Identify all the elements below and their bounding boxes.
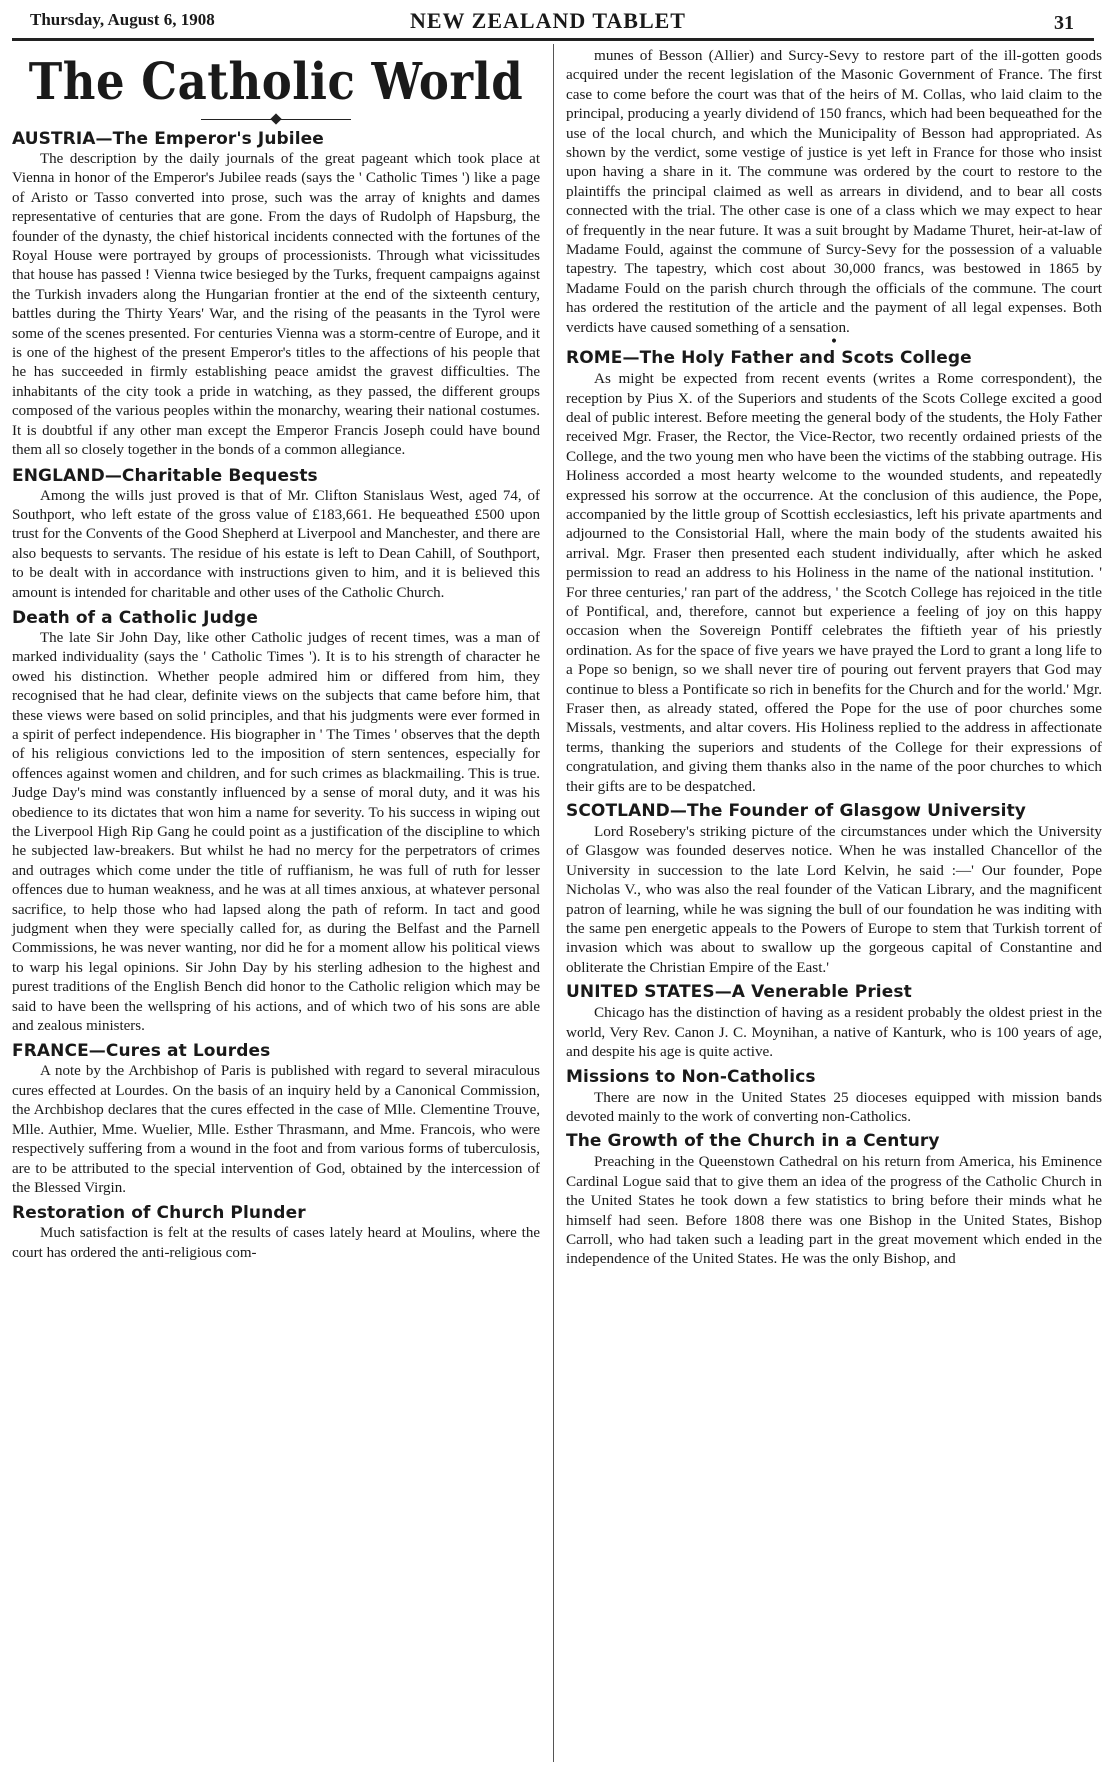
article-heading: UNITED STATES—A Venerable Priest bbox=[566, 982, 912, 1003]
article-heading: The Growth of the Church in a Century bbox=[566, 1131, 940, 1152]
article-body: Lord Rosebery's striking picture of the circumstances under which the University of Glasgow was founded deserves notice. When he was installed Chancellor of the University in succession to the late Lord Kelvin, he said :—' Our founder, Pope Nicholas V., who was also the real founder of the Vatican Library, and the magnificent patron of learning, while he was signing the bull of our foundation he was inditing with the same pen energetic appeals to the Powers of Europe to stem that Turkish torrent of invasion which was about to swallow up the gorgeous capital of Constantine and obliterate the Christian Empire of the East.' bbox=[566, 823, 1102, 976]
diamond-ornament-icon bbox=[270, 113, 281, 124]
article-heading: Missions to Non-Catholics bbox=[566, 1066, 816, 1087]
article-body: As might be expected from recent events (writes a Rome correspondent), the reception by Pius X. of the Superiors and students of the Scots College excited a good deal of public interest. Before meeting the general body of the students, the Holy Father received Mgr. Fraser, the Rector, the Vice-Rector, two recently ordained priests of the College, and the two young men who have been the victims of the stabbing outrage. His Holiness accorded a most hearty welcome to the wounded students, and repeatedly expressed his sorrow at the occurrence. At the conclusion of this audience, the Pope, accompanied by the little group of Scottish ecclesiastics, left his private apartments and adjourned to the Consistorial Hall, where the main body of the students awaited his arrival. Mgr. Fraser then presented each student individually, after which he asked permission to read an address to his Holiness in the name of the national institution. ' For three centuries,' ran part of the address, ' the Scotch College has rejoiced in the title of Pontifical, and, therefore, cannot but experience a feeling of joy on this happy occasion when the Sovereign Pontiff celebrates the fiftieth year of his priestly ordination. As for the space of five years we have prayed the Lord to grant a long life to a Pope so benign, so we shall never tire of pouring out fervent prayers that God may continue to bless a Pontificate so rich in benefits for the Church and for the world.' Mgr. Fraser then, as already stated, offered the Pope for the use of poor churches some Missals, vestments, and altar covers. His Holiness replied to the address in affectionate terms, thanking the superiors and students of the College for their expressions of congratulation, and giving them thanks also in the name of the poor churches to which their gifts are to be despatched. bbox=[566, 370, 1102, 795]
publication-name: NEW ZEALAND TABLET bbox=[410, 8, 686, 33]
article-austria bbox=[12, 128, 540, 461]
column-divider bbox=[553, 44, 554, 1762]
article-judge bbox=[12, 607, 540, 1037]
header-rule bbox=[12, 38, 1094, 41]
article-body: A note by the Archbishop of Paris is published with regard to several miraculous cures effected at Lourdes. On the basis of an inquiry held by a Canonical Commission, the Archbishop declares that the cures effected in the case of Mlle. Clementine Trouve, Mlle. Authier, Mme. Wuelier, Mlle. Esther Thrasmann, and Mme. Francois, who were respectively suffering from a wound in the foot and from various forms of tuberculosis, are to be attributed to the special intervention of God, obtained by the intercession of the Blessed Virgin. bbox=[12, 1063, 540, 1196]
article-body: The description by the daily journals of the great pageant which took place at Vienna in honor of the Emperor's Jubilee reads (says the ' Catholic Times ') like a page of Aristo or Tasso converted into prose, such was the array of knights and dames representative of centuries that are gone. From the days of Rudolph of Hapsburg, the founder of the dynasty, the chief historical incidents connected with the fortunes of the Royal House were portrayed by groups of processionists. Through what vicissitudes that house has passed ! Vienna twice besieged by the Turks, frequent campaigns against the Turkish invaders along the Hungarian frontier at the end of the sixteenth century, battles during the Thirty Years' War, and the rising of the peasants in the Tyrol were some of the scenes presented. For centuries Vienna was a storm-centre of Europe, and it is one of the highest of the present Emperor's titles to the affections of his people that he has succeeded in firmly establishing peace amidst the gravest difficulties. The inhabitants of the city took a pride in watching, as they passed, the different groups composed of the various peoples within the monarchy, wearing their national costumes. It is doubtful if any other man except the Emperor Francis Joseph could have bound them all so closely together in the bonds of a common allegiance. bbox=[12, 151, 540, 459]
issue-date: Thursday, August 6, 1908 bbox=[30, 10, 215, 29]
article-body: Preaching in the Queenstown Cathedral on his return from America, his Eminence Cardinal Logue said that to give them an idea of the progress of the Catholic Church in the United States he took down a few statistics to bring before their minds what he himself had seen. Before 1808 there was one Bishop in the United States, Bishop Carroll, who had taken such a leading part in the great movement which ended in the independence of the United States. He was the only Bishop, and bbox=[566, 1153, 1102, 1268]
article-growth bbox=[566, 1130, 1102, 1268]
article-body: The late Sir John Day, like other Catholic judges of recent times, was a man of marked individuality (says the ' Catholic Times '). It is to his strength of character he owed his distinction. Whether people admired him or differed from him, they recognised that he had clear, definite views on the subjects that came before him, that these views were based on solid principles, and that his judgments were ever formed in a spirit of perfect independence. His biographer in ' The Times ' observes that the depth of his religious convictions led to the imposition of stern sentences, especially for offences against women and children, and for such crimes as blackmailing. This is true. Judge Day's mind was constantly influenced by a sense of moral duty, and it was his obedience to its dictates that won him a name for severity. To his success in wiping out the Liverpool High Rip Gang he could point as a justification of the discipline to which he subjected law-breakers. But whilst he had no mercy for the perpetrators of crimes and outrages which come under the title of ruffianism, he was full of ruth for lesser offences due to human weakness, and he was at all times anxious, at whatever personal sacrifice, to help those who had lapsed along the path of reform. In tact and good judgment when they were specially called for, as during the Belfast and the Parnell Commissions, he was never wanting, nor did he for a moment allow his political views to warp his legal opinions. Sir John Day by his sterling adhesion to the highest and purest traditions of the English Bench did honor to the Catholic religion which may be said to have been the wellspring of his actions, and of which two of his sons are able and zealous ministers. bbox=[12, 629, 540, 1035]
section-masthead: The Catholic World bbox=[28, 52, 524, 112]
article-body: There are now in the United States 25 dioceses equipped with mission bands devoted mainly to the work of converting non-Catholics. bbox=[566, 1088, 1102, 1125]
separator-dot: • bbox=[829, 334, 839, 351]
article-body: Chicago has the distinction of having as a resident probably the oldest priest in the world, Very Rev. Canon J. C. Moynihan, a native of Kanturk, who is 100 years of age, and despite his age is quite active. bbox=[566, 1004, 1102, 1061]
right-column bbox=[566, 46, 1102, 1269]
article-body: Among the wills just proved is that of Mr. Clifton Stanislaus West, aged 74, of Southport, who left estate of the gross value of £183,661. He bequeathed £500 upon trust for the Convents of the Good Shepherd at Liverpool and Manchester, and there are also bequests to servants. The residue of his estate is left to Dean Cahill, of Southport, to be dealt with in accordance with instructions given to him, and it is believed this amount is intended for charitable and other uses of the Catholic Church. bbox=[12, 487, 540, 601]
article-heading: ROME—The Holy Father and Scots College bbox=[566, 348, 972, 369]
page-number: 31 bbox=[1054, 12, 1074, 34]
article-body: Much satisfaction is felt at the results of cases lately heard at Moulins, where the court has ordered the anti-religious com- bbox=[12, 1225, 540, 1261]
article-rome bbox=[566, 347, 1102, 796]
article-heading: SCOTLAND—The Founder of Glasgow University bbox=[566, 801, 1026, 822]
article-heading: AUSTRIA—The Emperor's Jubilee bbox=[12, 129, 324, 149]
article-body-continued: munes of Besson (Allier) and Surcy-Sevy to restore part of the ill-gotten goods acquired under the recent legislation of the Masonic Government of France. The first case to come before the court was that of the heirs of M. Collas, who laid claim to the principal, producing a yearly dividend of 150 francs, which had been bequeathed for the use of the local church, and which the Municipality of Besson had appropriated. As shown by the verdict, some vestige of justice is yet left in France for those who insist upon having a share in it. The commune was ordered by the court to restore to the plaintiffs the principal claimed as well as arrears in dividend, and to bear all costs connected with the trial. The other case is one of a class which we may expect to hear of frequently in the near future. It was a suit brought by Madame Thuret, heir-at-law of Madame Fould, against the commune of Surcy-Sevy for the possession of a valuable tapestry. The tapestry, which cost about 30,000 francs, was bestowed in 1865 by Madame Fould on the parish church through the officials of the commune. The court has ordered the restitution of the article and the payment of all legal expenses. Both verdicts have caused something of a sensation. bbox=[566, 47, 1103, 336]
article-england bbox=[12, 465, 540, 603]
masthead-ornament bbox=[201, 119, 351, 120]
article-heading: FRANCE—Cures at Lourdes bbox=[12, 1041, 271, 1062]
article-france bbox=[12, 1040, 540, 1198]
article-heading: Restoration of Church Plunder bbox=[12, 1203, 306, 1224]
running-header bbox=[30, 6, 1074, 40]
article-united-states bbox=[566, 981, 1102, 1061]
left-column bbox=[12, 46, 540, 1263]
article-plunder bbox=[12, 1202, 540, 1263]
article-heading: Death of a Catholic Judge bbox=[12, 607, 258, 628]
article-scotland bbox=[566, 800, 1102, 977]
article-heading: ENGLAND—Charitable Bequests bbox=[12, 465, 318, 486]
article-missions bbox=[566, 1066, 1102, 1127]
